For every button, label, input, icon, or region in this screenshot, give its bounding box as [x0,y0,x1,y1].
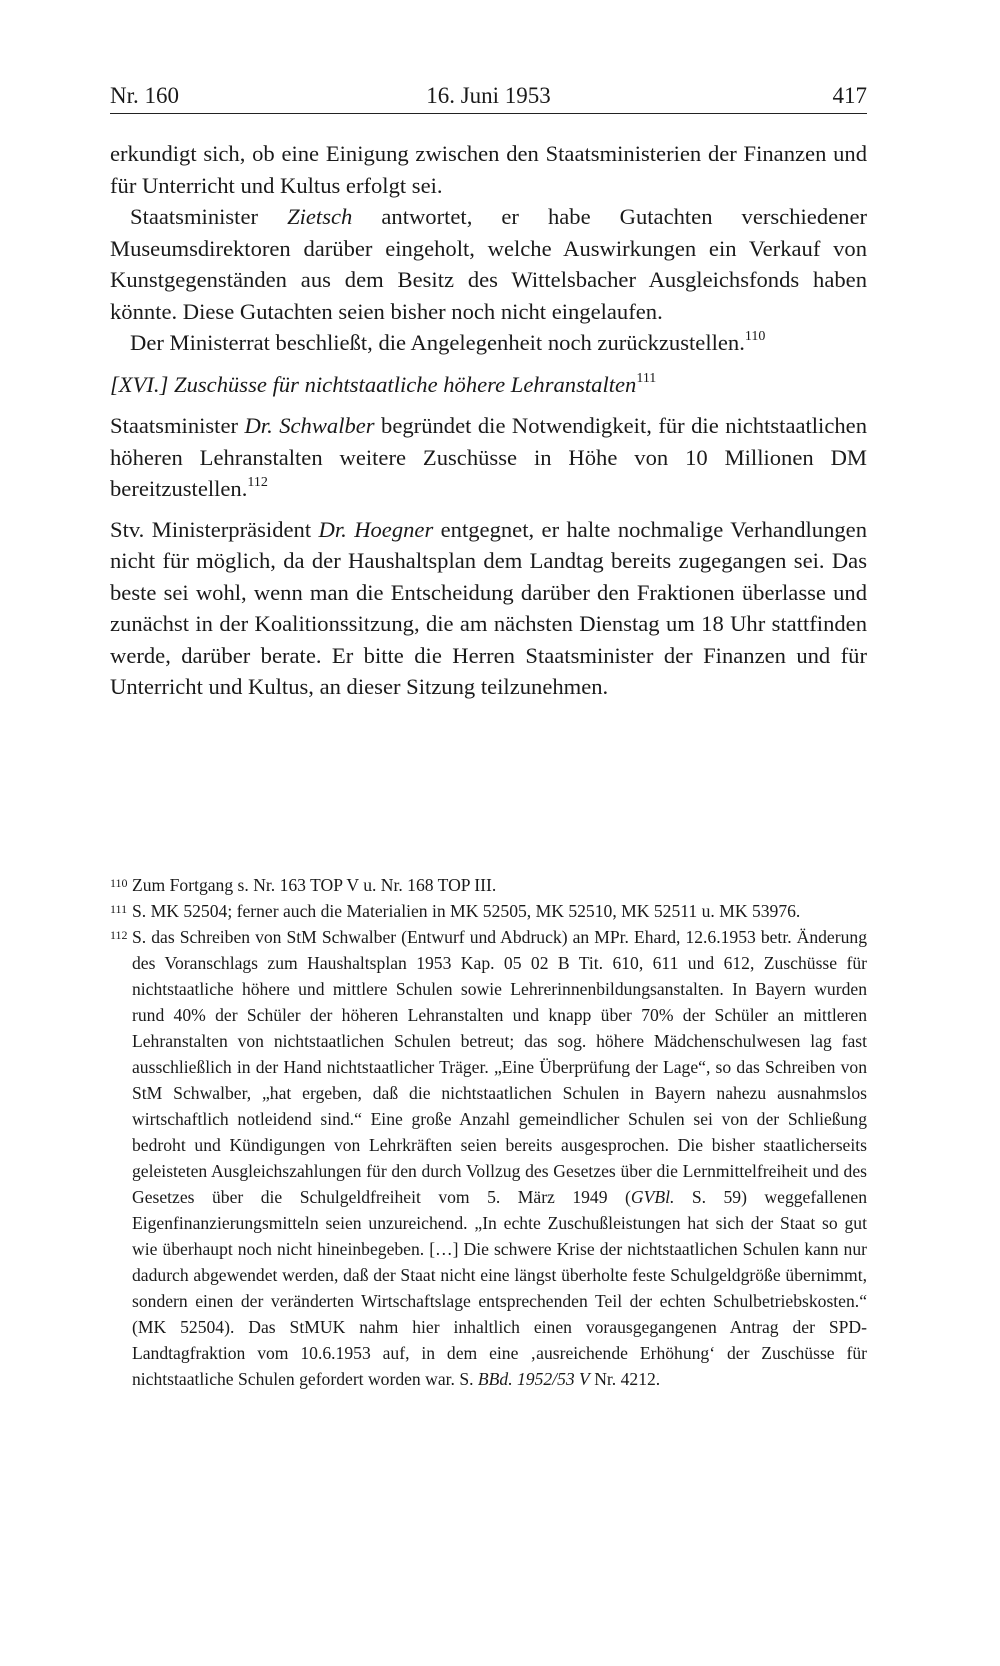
footnote-number: 111 [110,902,128,916]
citation: BBd. 1952/53 V [477,1369,590,1389]
paragraph [110,327,867,359]
text-run: Der Ministerrat beschließt, die Angelegenheit noch zurückzustellen. [130,330,745,355]
document-number: Nr. 160 [110,83,179,108]
text-run: Stv. Ministerpräsident [110,516,319,542]
footnote [110,924,867,1392]
running-header [110,84,867,114]
document-date: 16. Juni 1953 [426,83,551,108]
paragraph: erkundigt sich, ob eine Einigung zwischen den Staatsministerien der Finanzen und für Unterricht und Kultus erfolgt sei. [110,141,867,198]
main-text [110,138,867,359]
text-run: S. das Schreiben von StM Schwalber (Entwurf und Abdruck) an MPr. Ehard, 12.6.1953 betr. Änderung des Voranschlags zum Haushaltsplan 1953 Kap. 05 02 B Tit. 610, 611 und 612, Zuschüsse für nichtstaatliche höhere und mittlere Schulen sowie Lehrerinnenbildungsanstalten. In Bayern wurden rund 40% der Schüler der höheren Lehranstalten und knapp über 70% der Schüler an mittleren Lehranstalten von nichtstaatlichen Schulen betreut; das sog. höhere Mädchenschulwesen lag fast ausschließlich in der Hand nichtstaatlicher Träger. „Eine Überprüfung der Lage“, so das Schreiben von StM Schwalber, „hat ergeben, daß die nichtstaatlichen Schulen in Bayern nahezu ausnahmslos wirtschaftlich notleidend sind.“ Eine große Anzahl gemeindlicher Schulen sei von der Schließung bedroht und Kündigungen von Lehrkräften seien bereits ausgesprochen. Die bisher staatlicherseits geleisteten Ausgleichszahlungen für den durch Vollzug des Gesetzes über die Lernmittelfreiheit und des Gesetzes über die Schulgeldfreiheit vom 5. März 1949 ( [132,927,867,1207]
citation: GVBl. [630,1187,675,1207]
footnote-ref: 110 [744,329,766,345]
main-text-continued [110,410,867,703]
document-page [110,84,867,703]
paragraph [110,201,867,327]
section-heading [110,369,867,401]
footnote [110,898,867,924]
section-title: Zuschüsse für nichtstaatliche höhere Lehranstalten [174,371,637,397]
text-run: Staatsminister [130,204,288,229]
footnote-number: 110 [110,876,128,890]
footnote-ref: 112 [247,475,268,491]
footnote-text: Zum Fortgang s. Nr. 163 TOP V u. Nr. 168 TOP III. [132,875,497,895]
text-run: entgegnet, er halte nochmalige Verhandlungen nicht für möglich, da der Haushaltsplan dem Landtag bereits zugegangen sei. Das beste sei wohl, wenn man die Entscheidung darüber den Fraktionen überlasse und zunächst in der Koalitionssitzung, die am nächsten Dienstag um 18 Uhr stattfinden werde, darüber berate. Er bitte die Herren Staatsminister der Finanzen und für Unterricht und Kultus, an dieser Sitzung teilzunehmen. [110,516,867,699]
text-run: begründet die Notwendigkeit, für die nichtstaatlichen höheren Lehranstalten weitere Zuschüsse in Höhe von 10 Millionen DM bereitzustellen. [110,413,867,501]
text-run: Staatsminister [110,413,245,438]
footnotes [110,872,867,1392]
section-number: [XVI.] [110,371,169,397]
footnote [110,872,867,898]
paragraph [110,410,867,505]
text-run: S. 59) weggefallenen Eigenfinanzierungsmitteln seien unzureichend. „In echte Zuschußleistungen hat sich der Staat so gut wie überhaupt noch nicht hineinbegeben. […] Die schwere Krise der nichtstaatlichen Schulen kann nur dadurch abgewendet werden, daß der Staat nicht eine längst überholte feste Schulgeldgröße übernimmt, sondern einen der veränderten Wirtschaftslage entsprechenden Teil der echten Schulbetriebskosten.“ (MK 52504). Das StMUK nahm hier inhaltlich einen vorausgegangenen Antrag der SPD-Landtagfraktion vom 10.6.1953 auf, in dem eine ‚ausreichende Erhöhung‘ der Zuschüsse für nichtstaatliche Schulen gefordert worden war. S. [132,1187,868,1389]
text-run: antwortet, er habe Gutachten verschiedener Museumsdirektoren darüber eingeholt, welche Auswirkungen ein Verkauf von Kunstgegenständen aus dem Besitz des Wittelsbacher Ausgleichsfonds haben könnte. Diese Gutachten seien bisher noch nicht eingelaufen. [110,204,867,324]
text-run: Nr. 4212. [589,1369,661,1389]
person-name: Dr. Schwalber [244,413,375,438]
paragraph [110,514,867,703]
person-name: Dr. Hoegner [318,516,434,542]
footnote-text: S. MK 52504; ferner auch die Materialien in MK 52505, MK 52510, MK 52511 u. MK 53976. [132,901,801,921]
footnote-ref: 111 [636,370,657,386]
page-number: 417 [832,83,867,108]
footnote-number: 112 [110,928,128,942]
footnote-text [132,924,867,1392]
person-name: Zietsch [287,204,353,229]
